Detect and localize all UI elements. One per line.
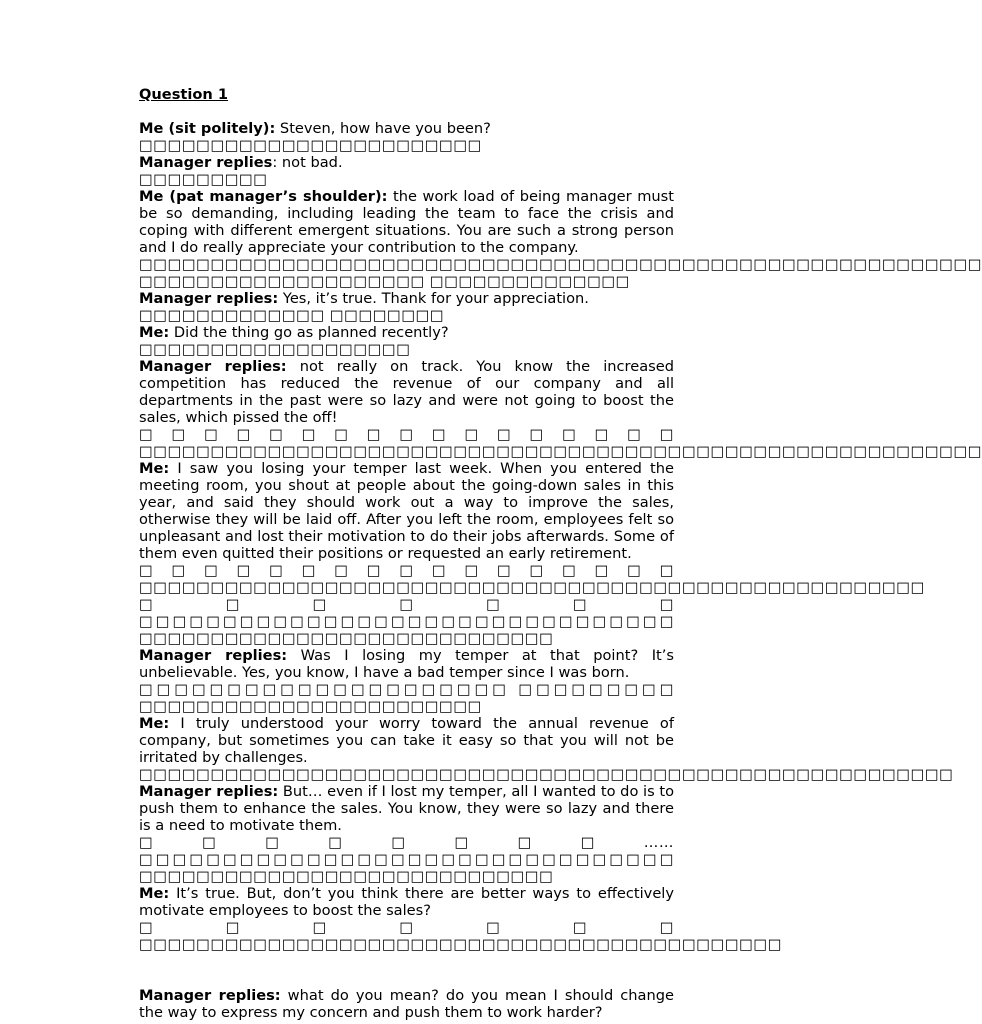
speaker-label: Me (sit politely): bbox=[139, 120, 276, 137]
line-text: □□□□□□□□□□□□□ □□□□□□□□ bbox=[139, 307, 445, 324]
line-text: □□□□□□□□□□□□□□□□□□□□□□□□□□□□□□□□□□□□□□□□□□□□□□□□□□□□□□□□□□□ □□□□□□□□□□□□□□□□□□□□ □□□□□□□□□□□□□□ bbox=[139, 256, 982, 290]
line-text: Was I losing my temper at that point? It’s unbelievable. Yes, you know, I have a bad temper since I was born. bbox=[139, 647, 675, 681]
dialogue-line bbox=[139, 188, 674, 256]
line-text: □□□□□□□□□□□□□□□□□ □□□□□□□□□□□□□□□□□□□□□□□□□□□□□□□□□□□□□□□□□□□□□□□□□□□□□□□□□□□ bbox=[139, 426, 982, 460]
speaker-label: Manager replies bbox=[139, 154, 273, 171]
dialogue-line bbox=[139, 885, 674, 919]
line-text: □□□□□□□□□□□□□□□□□□□□□□□□□□□□□□□□□□□□□□□□□□□□□□□□□□□□□□□□□ bbox=[139, 766, 954, 783]
dialogue-body bbox=[139, 120, 982, 1021]
dialogue-line bbox=[139, 460, 674, 562]
line-text: the work load of being manager must be so demanding, including leading the team to face the crisis and coping with different emergent situations. You are such a strong person and I do really appreciate your contribution to the company. bbox=[139, 188, 674, 256]
line-text: □□□□□□□□□ bbox=[139, 171, 268, 188]
paragraph-gap bbox=[139, 953, 674, 987]
dialogue-line bbox=[139, 647, 674, 681]
line-text: I truly understood your worry toward the annual revenue of company, but sometimes you can take it easy so that you will not be irritated by challenges. bbox=[139, 715, 674, 766]
thai-translation-line bbox=[139, 834, 674, 885]
speaker-label: Me (pat manager’s shoulder): bbox=[139, 188, 388, 205]
line-text: Yes, it’s true. Thank for your appreciation. bbox=[278, 290, 589, 307]
thai-translation-line bbox=[139, 171, 674, 188]
thai-translation-line bbox=[139, 341, 674, 358]
speaker-label: Me: bbox=[139, 324, 170, 341]
thai-translation-line bbox=[139, 919, 782, 953]
dialogue-line bbox=[139, 120, 674, 137]
speaker-label: Me: bbox=[139, 460, 170, 477]
thai-translation-line bbox=[139, 307, 674, 324]
line-text: □□□□□□□□□□□□□□□□□□□ bbox=[139, 341, 411, 358]
dialogue-line bbox=[139, 715, 674, 766]
dialogue-line bbox=[139, 154, 674, 171]
line-text: □□□□□□□ □□□□□□□□□□□□□□□□□□□□□□□□□□□□□□□□□□□□□□□□□□□□□ bbox=[139, 919, 782, 953]
speaker-label: Manager replies: bbox=[139, 358, 287, 375]
line-text: not really on track. You know the increased competition has reduced the revenue of our company and all departments in the past were so lazy and were not going to boost the sales, which pissed the off! bbox=[139, 358, 674, 426]
document-page bbox=[139, 86, 982, 1021]
dialogue-line bbox=[139, 324, 674, 341]
thai-translation-line bbox=[139, 562, 925, 647]
dialogue-line bbox=[139, 987, 674, 1021]
line-text: It’s true. But, don’t you think there are better ways to effectively motivate employees to boost the sales? bbox=[139, 885, 674, 919]
thai-translation-line bbox=[139, 426, 982, 460]
line-text: Steven, how have you been? bbox=[275, 120, 491, 137]
line-text: □□□□□□□□□□□□□□□□□□□□□□□□ bbox=[139, 137, 482, 154]
thai-translation-line bbox=[139, 681, 674, 715]
question-heading: Question 1 bbox=[139, 86, 229, 103]
line-text: Did the thing go as planned recently? bbox=[169, 324, 449, 341]
speaker-label: Manager replies: bbox=[139, 647, 288, 664]
thai-translation-line bbox=[139, 256, 982, 290]
dialogue-line bbox=[139, 783, 674, 834]
line-text: But… even if I lost my temper, all I wanted to do is to push them to enhance the sales. You know, they were so lazy and there is a need to motivate them. bbox=[139, 783, 675, 834]
line-text: : not bad. bbox=[272, 154, 343, 171]
thai-translation-line bbox=[139, 766, 954, 783]
line-text: □□□□□□□□□□□□□□□□□□□□□ □□□□□□□□□ □□□□□□□□□□□□□□□□□□□□□□□□ bbox=[139, 681, 674, 715]
speaker-label: Me: bbox=[139, 885, 170, 902]
dialogue-line bbox=[139, 290, 674, 307]
line-text: I saw you losing your temper last week. When you entered the meeting room, you shout at people about the going-down sales in this year, and said they should work out a way to improve the sales, otherwise they will be laid off. After you left the room, employees felt so unpleasant and lost their motivation to do their jobs afterwards. Some of them even quitted their positions or requested an early retirement. bbox=[139, 460, 674, 562]
speaker-label: Me: bbox=[139, 715, 170, 732]
line-text: what do you mean? do you mean I should change the way to express my concern and push them to work harder? bbox=[139, 987, 674, 1021]
speaker-label: Manager replies: bbox=[139, 290, 279, 307]
dialogue-line bbox=[139, 358, 674, 426]
line-text: □□□□□□□□□□□□□□□□□ □□□□□□□□□□□□□□□□□□□□□□□□□□□□□□□□□□□□□□□□□□□□□□□□□□□□□□□ □□□□□□□ □□□□□□□□□□□□□□□□□□□□□□□□□□□□□□□□ □□□□□□□□□□□□□□□□□□□□□□□□□□□□□ bbox=[139, 562, 925, 647]
speaker-label: Manager replies: bbox=[139, 987, 281, 1004]
thai-translation-line bbox=[139, 137, 674, 154]
speaker-label: Manager replies: bbox=[139, 783, 279, 800]
line-text: □□□□□□□□……□□□□□□□□□□□□□□□□□□□□□□□□□□□□□□□□ □□□□□□□□□□□□□□□□□□□□□□□□□□□□□ bbox=[139, 834, 674, 885]
